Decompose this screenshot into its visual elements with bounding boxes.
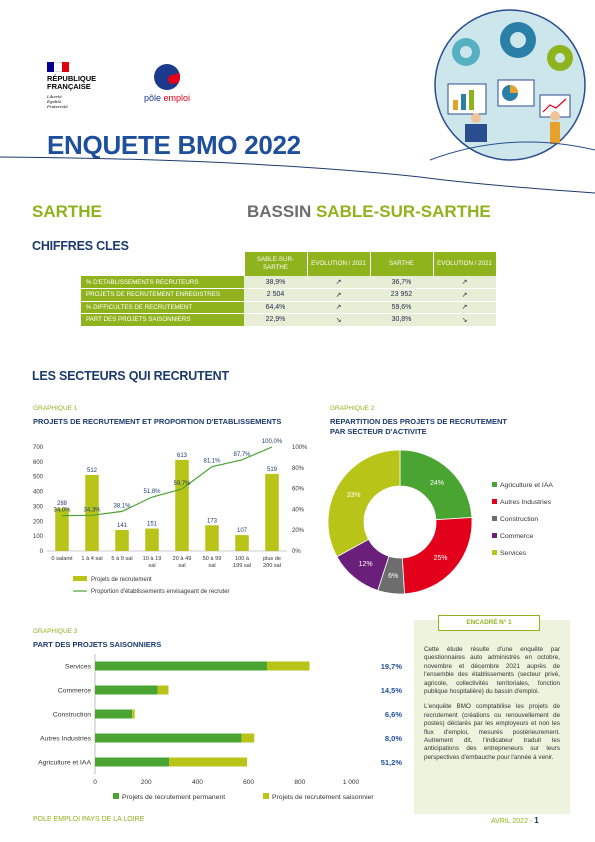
info-box-title: ENCADRÉ N° 1 <box>438 615 540 631</box>
row-label: % D'ETABLISSEMENTS RECRUTEURS <box>81 276 244 289</box>
y-tick-label-left: 300 <box>32 504 43 511</box>
bar-segment <box>95 662 267 671</box>
pole-emploi-icon <box>154 64 180 90</box>
bar-segment <box>158 686 169 695</box>
bar <box>115 530 129 551</box>
footer-organisation: POLE EMPLOI PAYS DE LA LOIRE <box>33 816 145 823</box>
cell-bassin: 2 504 <box>244 289 307 302</box>
legend-label: Construction <box>500 516 539 523</box>
cell-bassin: 22,9% <box>244 314 307 327</box>
legend-swatch <box>492 482 497 487</box>
x-tick-label: 600 <box>243 779 255 786</box>
x-tick-label: plus de <box>262 556 282 562</box>
cell-evolution-bassin: ↗ <box>307 301 370 314</box>
table-header-blank <box>81 252 244 276</box>
y-tick-label-left: 700 <box>32 445 43 451</box>
cell-evolution-sarthe: ↘ <box>433 314 496 327</box>
legend-swatch <box>492 499 497 504</box>
legend-swatch <box>492 533 497 538</box>
legend-label: Projets de recrutement <box>91 577 152 583</box>
legend-label: Projets de recrutement permanent <box>122 794 226 801</box>
legend-swatch <box>492 516 497 521</box>
bassin-name: SABLE-SUR-SARTHE <box>315 202 491 221</box>
y-tick-label-left: 400 <box>32 489 43 496</box>
info-box-paragraph: Cette étude résulte d'une enquête par questionnaires auto administrés en octobre, novembre et décembre 2021 auprès de l'ensemble des établissements (secteur privé, agricole, collectivités territoriales, fonction publique hospitalière) du bassin d'emploi. <box>424 646 560 696</box>
share-label: 14,5% <box>380 686 402 695</box>
col-header-sarthe: SARTHE <box>370 252 433 276</box>
cell-evolution-bassin: ↘ <box>307 314 370 327</box>
slice-label: 33% <box>346 492 361 500</box>
col-header-evolution-sarthe: EVOLUTION / 2021 <box>433 252 496 276</box>
graph3-chart <box>25 650 405 810</box>
x-tick-label: 5 à 9 sal <box>111 556 133 562</box>
page-number: 1 <box>534 816 539 825</box>
slice-label: 25% <box>433 555 448 563</box>
bar-value-label: 151 <box>146 521 158 528</box>
info-box-paragraph: L'enquête BMO comptabilise les projets de recrutement (créations ou renouvellement de postes) déclarés par les employeurs et non les flux d'emploi, mesurés postérieurement. Autrement dit, l'indicateur traduit les anticipations des entrepreneurs sur leurs perspectives d'embauche pour l'année à venir. <box>424 703 560 761</box>
bar-segment <box>169 758 247 767</box>
bar-value-label: 613 <box>176 452 188 459</box>
x-tick-label: 10 à 19 <box>142 556 162 562</box>
header-illustration <box>370 0 595 165</box>
donut-slice <box>328 450 400 557</box>
table-row <box>81 301 496 314</box>
bar-segment <box>241 734 254 743</box>
pole-emploi-logo <box>132 64 202 103</box>
x-tick-label: 199 sal <box>232 563 252 569</box>
legend-swatch <box>113 793 119 799</box>
bar-segment <box>267 662 309 671</box>
cell-sarthe: 23 952 <box>370 289 433 302</box>
cell-evolution-bassin: ↗ <box>307 276 370 289</box>
legend-label: Services <box>500 550 527 557</box>
sectors-title: LES SECTEURS QUI RECRUTENT <box>32 369 229 383</box>
bar <box>145 529 159 551</box>
french-flag-icon <box>47 62 69 72</box>
legend-label: Projets de recrutement saisonnier <box>272 794 374 801</box>
y-tick-label-left: 0 <box>39 549 43 555</box>
y-tick-label-right: 0% <box>292 549 301 555</box>
info-box <box>414 620 570 814</box>
cell-evolution-sarthe: ↗ <box>433 276 496 289</box>
cell-sarthe: 36,7% <box>370 276 433 289</box>
slice-label: 6% <box>388 573 399 581</box>
bar-value-label: 107 <box>236 528 248 535</box>
y-tick-label-right: 20% <box>292 528 305 535</box>
legend-label: Proportion d'établissements envisageant de recruter <box>91 589 230 595</box>
line-value-label: 81,1% <box>203 458 221 465</box>
bar-value-label: 173 <box>206 518 218 525</box>
bar-value-label: 512 <box>86 467 98 474</box>
bar <box>265 474 279 551</box>
graph1-title: PROJETS DE RECRUTEMENT ET PROPORTION D'ETABLISSEMENTS <box>33 417 282 426</box>
bar-value-label: 288 <box>56 501 68 508</box>
y-tick-label-left: 600 <box>32 459 43 466</box>
slice-label: 12% <box>358 561 373 569</box>
y-tick-label-left: 200 <box>32 519 43 526</box>
key-figures-table <box>81 252 497 327</box>
line-value-label: 34,3% <box>83 507 101 514</box>
row-label: PART DES PROJETS SAISONNIERS <box>81 314 244 327</box>
line-value-label: 59,7% <box>173 480 191 487</box>
x-tick-label: 1 000 <box>342 779 360 786</box>
category-label: Commerce <box>57 687 91 695</box>
legend-label: Agriculture et IAA <box>500 482 553 489</box>
graph2-chart <box>320 442 570 602</box>
bar-segment <box>95 710 132 719</box>
republique-francaise-logo <box>47 62 127 109</box>
y-tick-label-left: 100 <box>32 534 43 541</box>
line-value-label: 87,7% <box>233 451 251 458</box>
header-divider-curve <box>0 155 595 195</box>
slice-label: 24% <box>429 480 444 488</box>
cell-evolution-bassin: ↗ <box>307 289 370 302</box>
page-title: ENQUETE BMO 2022 <box>47 130 301 160</box>
legend-label: Commerce <box>500 533 534 540</box>
cell-sarthe: 59,6% <box>370 301 433 314</box>
category-label: Autres Industries <box>40 735 91 743</box>
cell-bassin: 38,9% <box>244 276 307 289</box>
y-tick-label-right: 60% <box>292 486 305 493</box>
x-tick-label: 0 salarié <box>51 556 73 562</box>
graph1-tag: GRAPHIQUE 1 <box>33 405 78 412</box>
graph2-title: REPARTITION DES PROJETS DE RECRUTEMENT PAR SECTEUR D'ACTIVITE <box>330 417 507 436</box>
department-title: SARTHE <box>32 202 102 221</box>
bar-value-label: 519 <box>266 466 278 473</box>
row-label: % DIFFICULTES DE RECRUTEMENT <box>81 301 244 314</box>
graph1-chart <box>25 435 315 605</box>
x-tick-label: 200 sal <box>262 563 282 569</box>
legend-swatch <box>263 793 269 799</box>
cell-bassin: 64,4% <box>244 301 307 314</box>
line-value-label: 51,8% <box>143 489 161 496</box>
category-label: Services <box>64 663 91 671</box>
line-value-label: 100,0% <box>261 439 283 445</box>
share-label: 19,7% <box>380 662 402 671</box>
bassin-title <box>247 202 491 222</box>
x-tick-label: 800 <box>294 779 306 786</box>
row-label: PROJETS DE RECRUTEMENT ENREGISTRES <box>81 289 244 302</box>
key-figures-title: CHIFFRES CLES <box>32 239 129 253</box>
bar-segment <box>95 758 169 767</box>
bassin-prefix: BASSIN <box>247 202 312 221</box>
cell-evolution-sarthe: ↗ <box>433 289 496 302</box>
x-tick-label: 400 <box>191 779 203 786</box>
x-tick-label: 50 à 99 <box>202 556 222 562</box>
legend-swatch <box>492 550 497 555</box>
col-header-bassin: SABLE-SUR-SARTHE <box>244 252 307 276</box>
bar-segment <box>132 710 135 719</box>
bar <box>55 508 69 551</box>
rf-motto: Liberté Égalité Fraternité <box>47 94 68 109</box>
share-label: 6,6% <box>384 710 402 719</box>
bar-segment <box>95 686 158 695</box>
x-tick-label: sal <box>208 563 216 569</box>
legend-label: Autres Industries <box>500 499 551 506</box>
x-tick-label: 0 <box>93 779 97 786</box>
bar-value-label: 141 <box>116 523 128 530</box>
share-label: 51,2% <box>380 758 402 767</box>
bar <box>175 460 189 551</box>
table-row <box>81 289 496 302</box>
category-label: Construction <box>52 711 91 719</box>
footer-date: AVRIL 2022 - 1 <box>491 816 539 825</box>
y-tick-label-right: 100% <box>292 445 308 451</box>
y-tick-label-right: 80% <box>292 465 305 472</box>
bar <box>205 525 219 551</box>
pole-emploi-wordmark: pôle emploi <box>143 93 191 103</box>
cell-sarthe: 30,8% <box>370 314 433 327</box>
graph2-tag: GRAPHIQUE 2 <box>330 405 375 412</box>
share-label: 8,0% <box>384 734 402 743</box>
category-label: Agriculture et IAA <box>38 759 91 767</box>
line-value-label: 38,1% <box>113 503 131 510</box>
graph3-title: PART DES PROJETS SAISONNIERS <box>33 640 162 649</box>
bar-segment <box>95 734 241 743</box>
x-tick-label: 1 à 4 sal <box>81 556 103 562</box>
info-box-text <box>424 646 560 762</box>
x-tick-label: 200 <box>140 779 152 786</box>
table-header-row <box>81 252 496 276</box>
col-header-evolution-bassin: EVOLUTION / 2021 <box>307 252 370 276</box>
x-tick-label: 20 à 49 <box>172 556 192 562</box>
table-row <box>81 276 496 289</box>
x-tick-label: sal <box>178 563 186 569</box>
cell-evolution-sarthe: ↗ <box>433 301 496 314</box>
table-row <box>81 314 496 327</box>
y-tick-label-left: 500 <box>32 474 43 481</box>
line-value-label: 34,0% <box>53 507 71 514</box>
y-tick-label-right: 40% <box>292 507 305 514</box>
legend-swatch-bars <box>73 576 87 581</box>
x-tick-label: sal <box>148 563 156 569</box>
rf-name: RÉPUBLIQUE FRANÇAISE <box>47 74 97 91</box>
graph3-tag: GRAPHIQUE 3 <box>33 628 78 635</box>
bar <box>235 535 249 551</box>
x-tick-label: 100 à <box>235 556 249 562</box>
